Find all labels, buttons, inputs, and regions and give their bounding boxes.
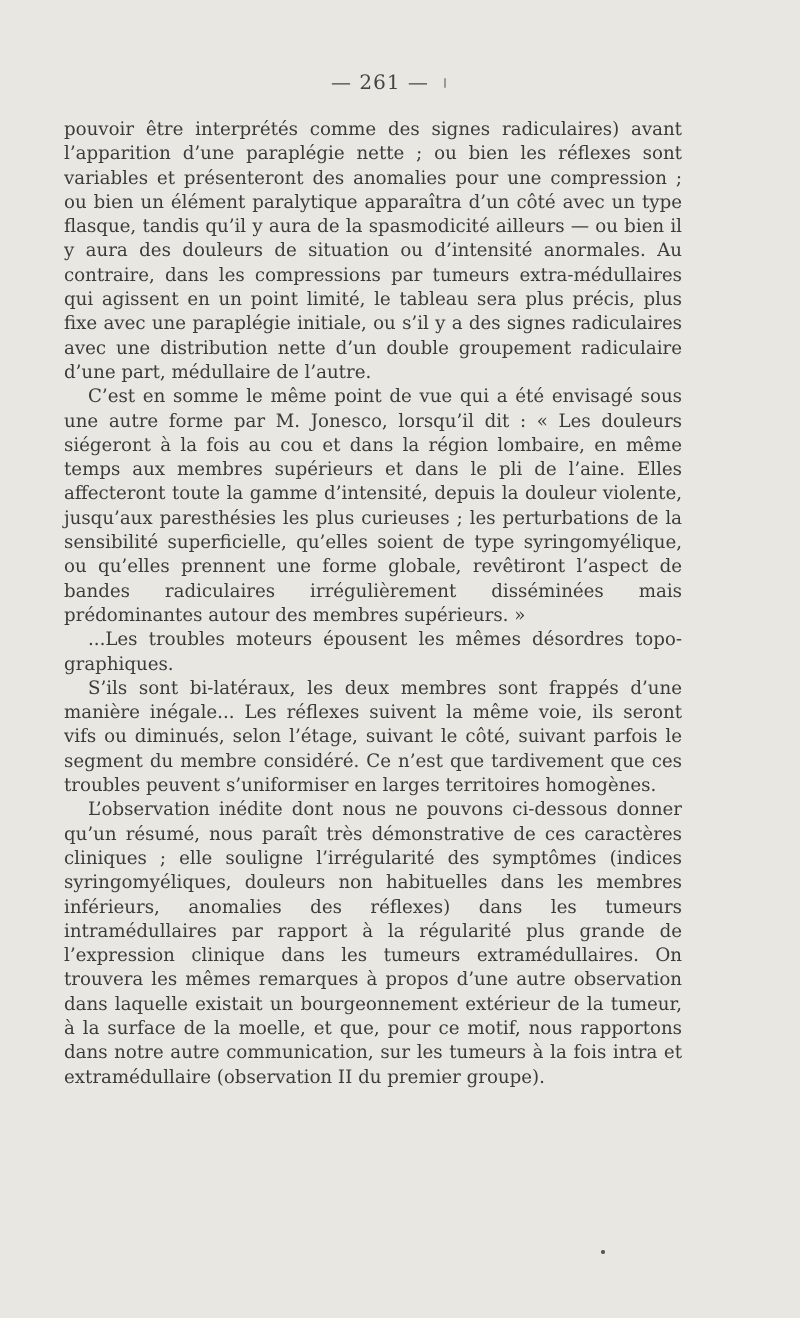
paragraph-1: pouvoir être interprétés comme des signes radiculaires) avant l’apparition d’une paraplégie nette ; ou bien les réflexes sont variables et présenteront des anomalies pour une compression ; ou bien un élément paralytique apparaîtra d’un côté avec un type flasque, tandis qu’il y aura de la spasmodicité ailleurs — ou bien il y aura des douleurs de situation ou d’intensité anormales. Au contraire, dans les compressions par tumeurs extra-médullaires qui agissent en un point limité, le tableau sera plus précis, plus fixe avec une paraplégie initiale, ou s’il y a des signes radiculaires avec une distribution nette d’un double groupement radiculaire d’une part, médullaire de l’autre. (64, 119, 682, 383)
paper-speck (444, 78, 446, 88)
paragraph-3: ...Les troubles moteurs épousent les mêmes désordres topographiques. (64, 629, 682, 675)
paper-speck (601, 1250, 605, 1254)
paragraph-4: S’ils sont bi-latéraux, les deux membres sont frappés d’une manière inégale... Les réflexes suivent la même voie, ils seront vifs ou diminués, selon l’étage, suivant le côté, suivant parfois le segment du membre considéré. Ce n’est que tardivement que ces troubles peuvent s’uniformiser en larges territoires homogènes. (64, 677, 682, 797)
paragraph-2: C’est en somme le même point de vue qui a été envisagé sous une autre forme par M. Jonesco, lorsqu’il dit : « Les douleurs siégeront à la fois au cou et dans la région lombaire, en même temps aux membres supérieurs et dans le pli de l’aine. Elles affecteront toute la gamme d’intensité, depuis la douleur violente, jusqu’aux paresthésies les plus curieuses ; les perturbations de la sensibilité superficielle, qu’elles soient de type syringomyélique, ou qu’elles prennent une forme globale, revêtiront l’aspect de bandes radiculaires irrégulièrement disséminées mais prédominantes autour des membres supérieurs. » (64, 386, 682, 626)
body-text (64, 118, 682, 1090)
paragraph-5: L’observation inédite dont nous ne pouvons ci-dessous donner qu’un résumé, nous paraît très démonstrative de ces caractères cliniques ; elle souligne l’irrégularité des symptômes (indices syringomyéliques, douleurs non habituelles dans les membres inférieurs, anomalies des réflexes) dans les tumeurs intramédullaires par rapport à la régularité plus grande de l’expression clinique dans les tumeurs extramédullaires. On trouvera les mêmes remarques à propos d’une autre observation dans laquelle existait un bourgeonnement extérieur de la tumeur, à la surface de la moelle, et que, pour ce motif, nous rapportons dans notre autre communication, sur les tumeurs à la fois intra et extramédullaire (observation II du premier groupe). (64, 799, 682, 1088)
page-number: — 261 — (331, 70, 429, 94)
